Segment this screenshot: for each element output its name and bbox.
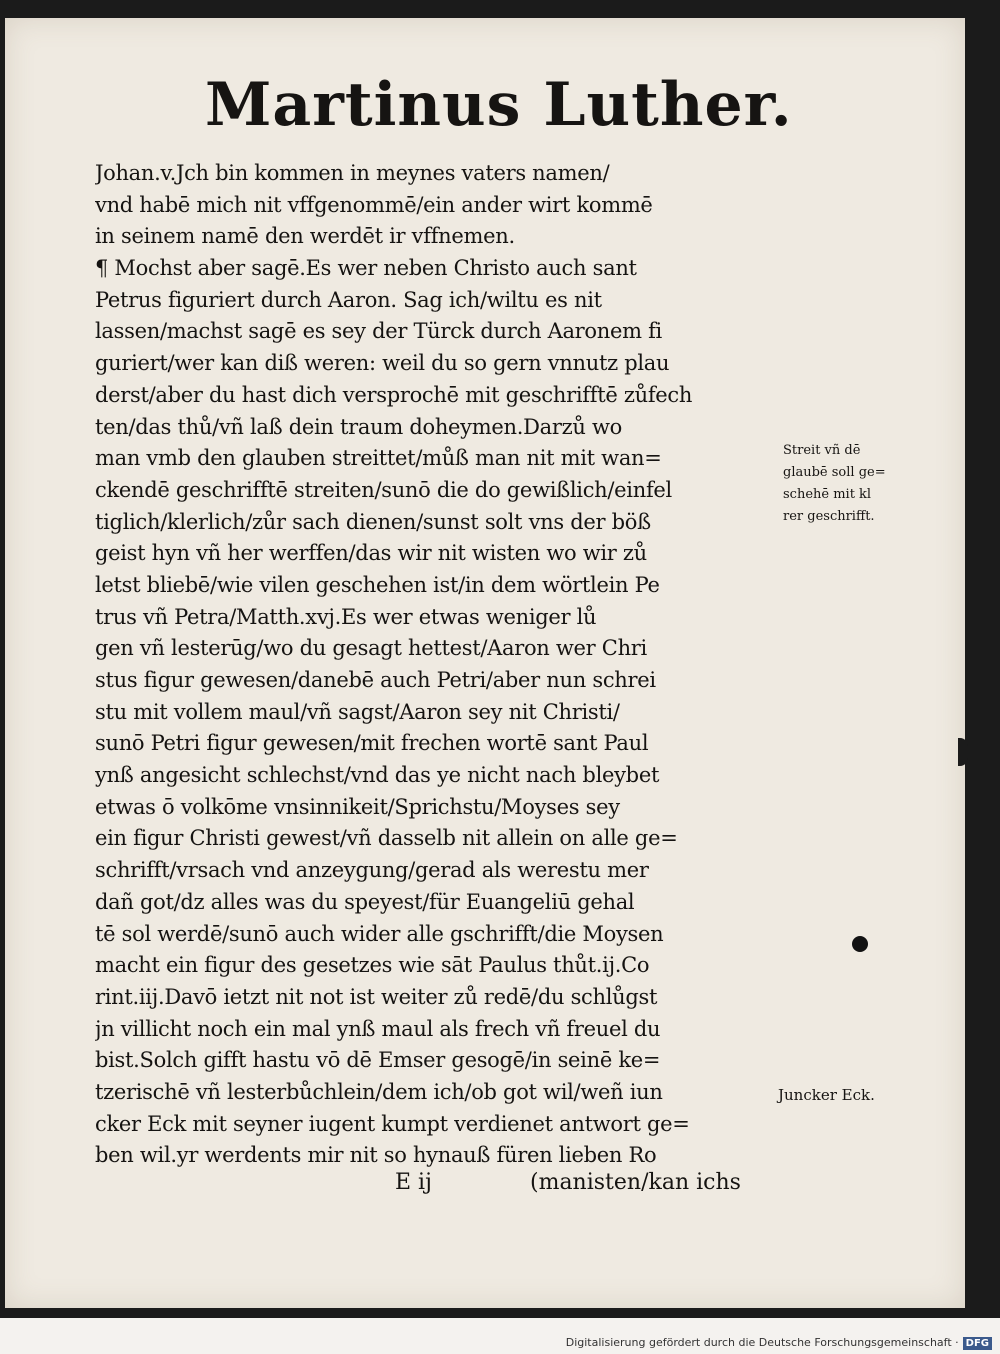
- text-line: ynß angesicht schlechst/vnd das ye nicht nach bleybet: [95, 763, 660, 788]
- text-line: bist.Solch gifft hastu vō dē Emser gesogē/in seinē ke=: [95, 1048, 661, 1073]
- margin-note-juncker-eck: Juncker Eck.: [778, 1086, 875, 1104]
- text-line: macht ein figur des gesetzes wie sāt Paulus thůt.ij.Co: [95, 953, 650, 978]
- text-line: letst bliebē/wie vilen geschehen ist/in dem wörtlein Pe: [95, 572, 660, 597]
- credit-text: Digitalisierung gefördert durch die Deutsche Forschungsgemeinschaft ·: [565, 1336, 959, 1349]
- page-title: Martinus Luther.: [205, 70, 793, 140]
- text-line: stus figur gewesen/danebē auch Petri/aber nun schrei: [95, 668, 656, 692]
- margin-note-glaube: [783, 440, 886, 528]
- text-line: dañ got/dz alles was du speyest/für Euangeliū gehal: [95, 889, 635, 914]
- text-line: ben wil.yr werdents mir nit so hynauß füren lieben Ro: [95, 1143, 657, 1168]
- text-line: ckendē geschrifftē streiten/sunō die do gewißlich/einfel: [95, 477, 672, 502]
- text-line: etwas ō volkōme vnsinnikeit/Sprichstu/Moyses sey: [95, 794, 620, 819]
- page-edge-notch: [958, 738, 968, 766]
- text-line: Johan.v.Jch bin kommen in meynes vaters namen/: [95, 161, 610, 185]
- text-line: ein figur Christi gewest/vñ dasselb nit allein on alle ge=: [95, 826, 678, 851]
- text-line: cker Eck mit seyner iugent kumpt verdienet antwort ge=: [95, 1111, 690, 1136]
- text-line: ¶ Mochst aber sagē.Es wer neben Christo auch sant: [95, 256, 637, 281]
- text-line: tzerischē vñ lesterbůchlein/dem ich/ob got wil/weñ iun: [95, 1079, 663, 1104]
- text-line: tiglich/klerlich/zůr sach dienen/sunst solt vns der böß: [95, 509, 651, 534]
- signature-mark: E ij: [395, 1170, 432, 1195]
- text-line: in seinem namē den werdēt ir vffnemen.: [95, 224, 515, 249]
- margin-note-line: Streit vñ dē: [783, 443, 861, 458]
- margin-note-line: schehē mit kl: [783, 487, 872, 502]
- margin-note-line: glaubē soll ge=: [783, 465, 886, 480]
- text-line: stu mit vollem maul/vñ sagst/Aaron sey nit Christi/: [95, 699, 620, 724]
- text-line: tē sol werdē/sunō auch wider alle gschrifft/die Moysen: [95, 921, 664, 946]
- text-line: gen vñ lesterūg/wo du gesagt hettest/Aaron wer Chri: [95, 636, 647, 661]
- text-line: geist hyn vñ her werffen/das wir nit wisten wo wir zů: [95, 541, 647, 566]
- text-line: sunō Petri figur gewesen/mit frechen wortē sant Paul: [95, 731, 649, 756]
- text-line: rint.iij.Davō ietzt nit not ist weiter zů redē/du schlůgst: [95, 984, 658, 1009]
- text-line: guriert/wer kan diß weren: weil du so gern vnnutz plau: [95, 351, 670, 376]
- text-line: Petrus figuriert durch Aaron. Sag ich/wiltu es nit: [95, 287, 602, 312]
- text-line: man vmb den glauben streittet/můß man nit mit wan=: [95, 446, 662, 471]
- text-line: lassen/machst sagē es sey der Türck durch Aaronem fi: [95, 319, 662, 344]
- text-line: schrifft/vrsach vnd anzeygung/gerad als werestu mer: [95, 858, 649, 883]
- text-line: derst/aber du hast dich versprochē mit geschrifftē zůfech: [95, 382, 693, 407]
- text-line: jn villicht noch ein mal ynß maul als frech vñ freuel du: [95, 1016, 661, 1041]
- ink-dot: [852, 936, 868, 952]
- text-line: ten/das thů/vñ laß dein traum doheymen.Darzů wo: [95, 414, 622, 439]
- dfg-logo: DFG: [963, 1337, 992, 1350]
- text-line: vnd habē mich nit vffgenommē/ein ander wirt kommē: [95, 192, 653, 217]
- body-text: [95, 158, 775, 1172]
- text-line: trus vñ Petra/Matth.xvj.Es wer etwas weniger lů: [95, 604, 597, 629]
- margin-note-line: rer geschrifft.: [783, 509, 875, 524]
- digitization-credit: [566, 1336, 992, 1350]
- catchword: (manisten/kan ichs: [530, 1170, 741, 1195]
